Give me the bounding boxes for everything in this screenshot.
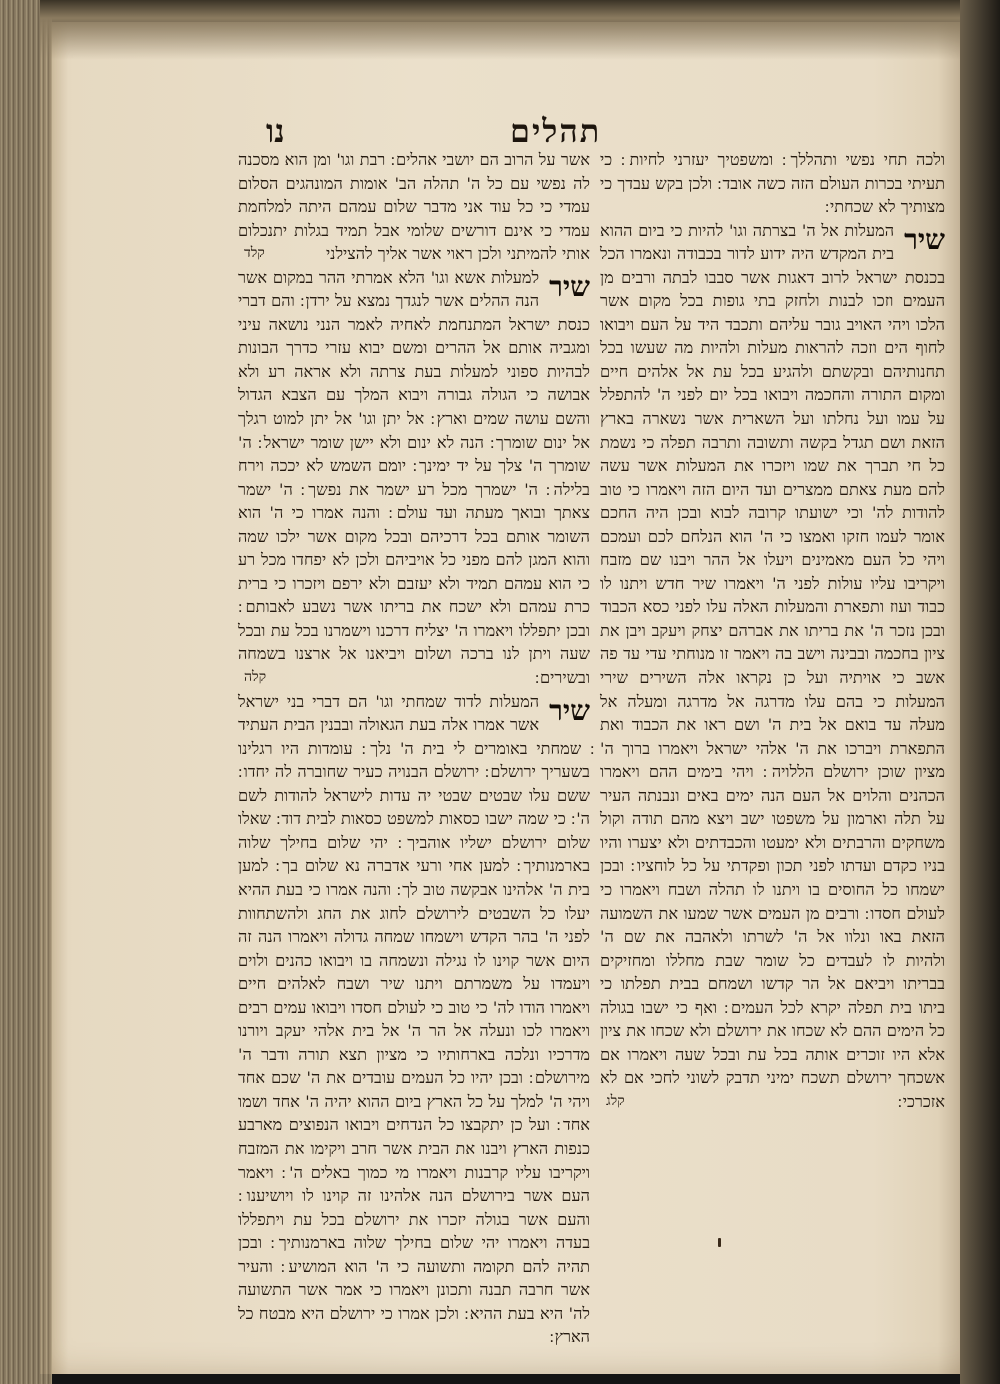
left-column-text-1: אשר על הרוב הם יושבי אהלים ׃ רבת וגו' ומן הוא מסכנה לה נפשי עם כל ה' תהלה הב' אומות המונהגים הסלום עמדי כי כל עוד אני מדבר שלום עמהם היתה למלחמת עמדי כי אינם דורשים שלומי אבל תמיד בגלות יתנכלום אותי להמיתני ולכן ראוי אשר אליך להצילני: [238, 150, 590, 264]
running-title: תהלים: [510, 112, 602, 150]
left-column-paragraph-2: [238, 266, 590, 690]
right-shadow: [960, 0, 1000, 1384]
shir-heading: שיר: [904, 222, 945, 256]
right-column-text-2: המעלות אל ה' בצרתה וגו' להיות כי ביום ההוא בית המקדש היה ידוע לדור בכבודה ונאמרו הכל בכנסת ישראל לרוב דאגות אשר סבבו לבתה ורבים מן העמים וזכו לבנות ולחזק בתי גופות בכל מקום אשר הלכו ויהי האויב גובר עליהם ותכבד היד על העם ויבואו לחוף הים וזכה להראות מעלות ולהיות מה שעשו בכל תחנותיהם ובקשתם ולהגיע בכל עת אל אלהים חיים ומקום התורה והחכמה ויבואו בכל יום לפני ה' להתפלל על עמו ועל נחלתו ועל השארית אשר נשארה בארץ הזאת ושם תגדל בקשה ותשובה ותרבה תפלה כי נשמת כל חי תברך את שמו ויזכרו את המעלות אשר עשה להם מעת צאתם ממצרים ועד היום הזה ויאמרו כי טוב להודות לה' וכי ישועתו קרובה לבוא ובכן היה החכם אומר לעמו חזקו ואמצו כי ה' הוא הנלחם לכם ועמכם ויהי כל העם מאמינים ויעלו אל ההר ויבנו שם מזבח ויקריבו עליו עולות לפני ה' ויאמרו שיר חדש ויתנו לו כבוד ועוז ותפארת והמעלות האלה עלו לפני כסא הכבוד ובכן נזכר ה' את בריתו את אברהם יצחק ויעקב ויבן את ציון בחכמה ובבינה וישב בה ויאמר זו מנוחתי עדי עד פה אשב כי אויתיה ועל כן נקראו אלה השירים שירי המעלות כי בהם עלו מדרגה אל מדרגה ומעלה אל מעלה עד בואם אל בית ה' ושם ראו את הכבוד ואת התפארת ויברכו את ה' אלהי ישראל ויאמרו ברוך ה' מציון שוכן ירושלם הללויה ׃ ויהי בימים ההם ויאמרו הכהנים והלוים אל העם הנה ימים באים ונבנתה העיר על תלה וארמון על משפטו ישב ויצא מהם תודה וקול משחקים והרבתים ולא ימעטו והכבדתים ולא יצערו והיו בניו כקדם ועדתו לפני תכון ופקדתי על כל לוחציו ׃ ובכן ישמחו כל החוסים בו ויתנו לו תהלה ושבח ויאמרו כי לעולם חסדו ׃ ורבים מן העמים אשר שמעו את השמועה הזאת באו ונלוו אל ה' לשרתו ולאהבה את שם ה' ולהיות לו לעבדים כל שומר שבת מחללו ומחזיקים בבריתו ויביאם אל הר קדשו ושמחם בבית תפלתו כי ביתו בית תפלה יקרא לכל העמים ׃ ואף כי ישבו בגולה כל הימים ההם לא שכחו את ירושלם ולא שכחו את ציון אלא היו זוכרים אותה בכל עת ובכל שעה ויאמרו אם אשכחך ירושלם תשכח ימיני תדבק לשוני לחכי אם לא אזכרכי ׃: [600, 220, 945, 1111]
top-shadow: [40, 0, 985, 60]
ink-mark: [718, 1238, 721, 1247]
signature-mark-2: קלה: [244, 669, 267, 686]
left-column-paragraph-3: [238, 690, 590, 1349]
shir-heading-1: שיר: [549, 269, 590, 303]
page-number: נו: [266, 112, 285, 150]
page-edges: [0, 0, 52, 1384]
signature-mark: קלג: [606, 1092, 625, 1109]
right-column: [600, 148, 945, 1133]
shir-heading-2: שיר: [549, 693, 590, 727]
signature-mark-1: קלד: [244, 245, 265, 262]
left-column-paragraph-1: [238, 148, 590, 266]
right-column-paragraph-1: ולכה תחי נפשי ותהללך ׃ ומשפטיך יעזרני לחיות ׃ כי תעיתי בכרות העולם הזה כשה אובד ׃ ולכן בקש עבדך כי מצותיך לא שכחתי ׃: [600, 150, 945, 217]
left-column-text-3: המעלות לדוד שמחתי וגו' הם דברי בני ישראל אשר אמרו אלה בעת הגאולה ובבנין הבית העתיד ׃ שמחתי באומרים לי בית ה' נלך ׃ עומדות היו רגלינו בשעריך ירושלם ׃ ירושלם הבנויה כעיר שחוברה לה יחדו ׃ ששם עלו שבטים שבטי יה עדות לישראל להודות לשם ה' ׃ כי שמה ישבו כסאות למשפט כסאות לבית דוד ׃ שאלו שלום ירושלם ישליו אוהביך ׃ יהי שלום בחילך שלוה בארמנותיך ׃ למען אחי ורעי אדברה נא שלום בך ׃ למען בית ה' אלהינו אבקשה טוב לך ׃ והנה אמרו כי בעת ההיא יעלו כל השבטים לירושלם לחוג את החג ולהשתחוות לפני ה' בהר הקדש וישמחו שמחה גדולה ויאמרו הנה זה היום אשר קוינו לו נגילה ונשמחה בו ויבואו כהנים ולוים ויעמדו על משמרתם ויתנו שיר ושבח לאלהים חיים ויאמרו הודו לה' כי טוב כי לעולם חסדו ויבואו עמים רבים ויאמרו לכו ונעלה אל הר ה' אל בית אלהי יעקב ויורנו מדרכיו ונלכה בארחותיו כי מציון תצא תורה ודבר ה' מירושלם ׃ ובכן יהיו כל העמים עובדים את ה' שכם אחד ויהי ה' למלך על כל הארץ ביום ההוא יהיה ה' אחד ושמו אחד ׃ ועל כן יתקבצו כל הנדחים ויבואו הנפוצים מארבע כנפות הארץ ויבנו את הבית אשר חרב ויקימו את המזבח ויקריבו עליו קרבנות ויאמרו מי כמוך באלים ה' ׃ ויאמר העם אשר בירושלם הנה אלהינו זה קוינו לו ויושיענו ׃ והעם אשר בגולה יזכרו את ירושלם בכל עת ויתפללו בעדה ויאמרו יהי שלום בחילך שלוה בארמנותיך ׃ ובכן תהיה להם תקומה ותשועה כי ה' הוא המושיע ׃ והעיר אשר חרבה תבנה ותכונן ויאמרו כי אמר אשר התשועה לה' היא בעת ההיא ׃ ולכן אמרו כי ירושלם היא מבטח כל הארץ ׃: [238, 691, 590, 1347]
left-column-text-2: למעלות אשא וגו' הלא אמרתי ההר במקום אשר הנה ההלים אשר לנגדך נמצא על ירדן ׃ והם דברי כנסת ישראל המתנחמת לאחיה לאמר הנני נושאה עיני ומגביה אותם אל ההרים ומשם יבוא עזרי כדרך הבונות לבהיות ספוני למעלות בעת צרתה ולא אראה רע ולא אבושה כי הגולה גבורה ויבוא המלך עם הצבא הגדול והשם עושה שמים וארץ ׃ אל יתן וגו' אל יתן למוט רגלך אל ינום שומרך ׃ הנה לא ינום ולא יישן שומר ישראל ׃ ה' שומרך ה' צלך על יד ימינך ׃ יומם השמש לא יככה וירח בלילה ׃ ה' ישמרך מכל רע ישמר את נפשך ׃ ה' ישמר צאתך ובואך מעתה ועד עולם ׃ והנה אמרו כי ה' הוא השומר אותם בכל דרכיהם ובכל מקום אשר ילכו שמה והוא המגן להם מפני כל אויביהם ולכן לא יפחדו מכל רע כי הוא עמהם תמיד ולא יעזבם ולא ירפם ויזכרו כי ברית כרת עמהם ולא ישכח את בריתו אשר נשבע לאבותם ׃ ובכן יתפללו ויאמרו ה' יצליח דרכנו וישמרנו בכל עת ובכל שעה ויתן לנו ברכה ושלום ויביאנו אל ארצנו בשמחה ובשירים ׃: [238, 267, 590, 688]
left-column: [238, 148, 590, 1347]
right-column-paragraph-2: [600, 219, 945, 1114]
